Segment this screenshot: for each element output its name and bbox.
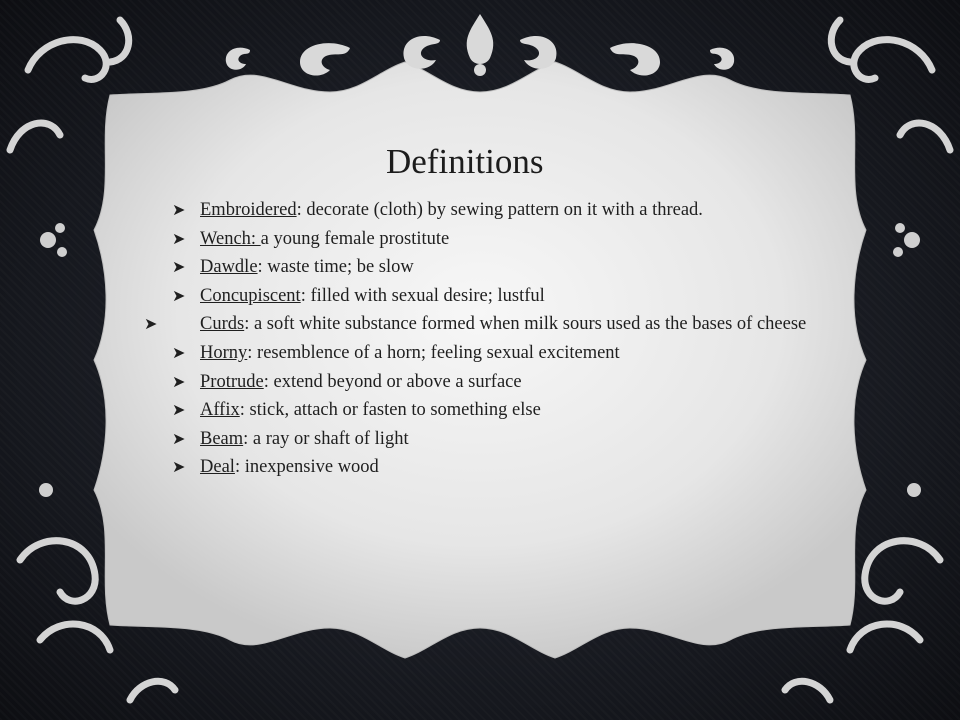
definition: : inexpensive wood: [234, 457, 379, 478]
definition: : a soft white substance formed when milk sours used as the bases of cheese: [244, 314, 807, 335]
list-item: [172, 453, 852, 482]
slide-title: Definitions: [386, 142, 544, 181]
term: Wench:: [200, 228, 261, 249]
term: Dawdle: [200, 257, 258, 278]
list-item: [172, 396, 852, 425]
arrowhead-bullet-icon: ➤: [172, 257, 186, 277]
list-item: [172, 282, 852, 311]
term: Horny: [200, 342, 248, 363]
definition: : filled with sexual desire; lustful: [300, 285, 545, 306]
list-item: [172, 425, 852, 454]
term: Curds: [200, 314, 245, 335]
content-area: [144, 140, 852, 482]
definition-list: [144, 196, 852, 482]
arrowhead-bullet-icon: ➤: [144, 314, 158, 334]
definition: : decorate (cloth) by sewing pattern on it with a thread.: [296, 200, 703, 220]
arrowhead-bullet-icon: ➤: [172, 285, 186, 305]
arrowhead-bullet-icon: ➤: [172, 428, 186, 448]
top-ornament: [226, 14, 734, 76]
list-item: [172, 253, 852, 282]
list-item: [172, 368, 852, 397]
term: Deal: [200, 457, 235, 478]
term: Embroidered: [200, 200, 297, 220]
definition: : waste time; be slow: [257, 257, 414, 278]
definition: a young female prostitute: [260, 228, 450, 249]
list-item: [172, 339, 852, 368]
arrowhead-bullet-icon: ➤: [172, 200, 186, 219]
definition: : a ray or shaft of light: [243, 428, 409, 449]
arrowhead-bullet-icon: ➤: [172, 342, 186, 362]
definition: : extend beyond or above a surface: [263, 371, 522, 392]
list-item: [172, 225, 852, 254]
term: Concupiscent: [200, 285, 301, 306]
list-item: [144, 310, 852, 339]
arrowhead-bullet-icon: ➤: [172, 371, 186, 391]
arrowhead-bullet-icon: ➤: [172, 400, 186, 420]
term: Beam: [200, 428, 244, 449]
term: Affix: [200, 400, 240, 421]
term: Protrude: [200, 371, 264, 392]
arrowhead-bullet-icon: ➤: [172, 228, 186, 248]
list-item: [172, 196, 852, 225]
definition: : stick, attach or fasten to something else: [239, 400, 541, 421]
arrowhead-bullet-icon: ➤: [172, 457, 186, 477]
definition: : resemblence of a horn; feeling sexual excitement: [247, 342, 620, 363]
